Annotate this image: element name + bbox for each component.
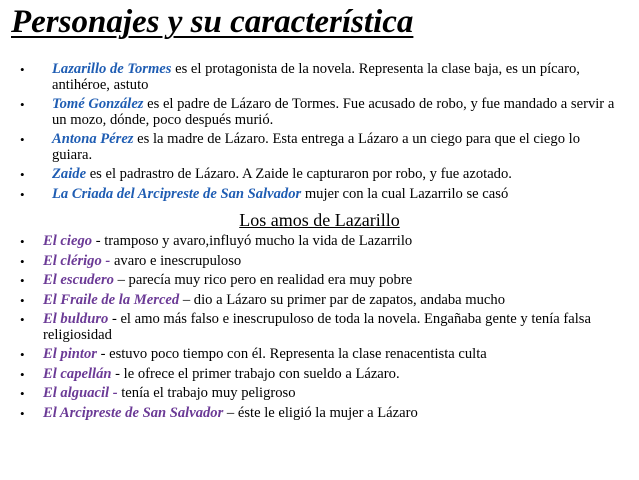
bullet-icon: • (20, 405, 25, 421)
bullet-icon: • (20, 186, 25, 202)
list-item (20, 62, 620, 93)
character-description: es el padrastro de Lázaro. A Zaide le capturaron por robo, y fue azotado. (86, 166, 512, 182)
list-item (20, 254, 620, 270)
bullet-icon: • (20, 234, 25, 249)
character-name: La Criada del Arcipreste de San Salvador (52, 185, 302, 202)
bullet-icon: • (20, 167, 25, 182)
list-item (20, 132, 620, 163)
list-item (20, 293, 620, 309)
master-name: El escudero (43, 272, 114, 288)
master-name: El pintor (43, 346, 97, 362)
bullet-icon: • (20, 62, 25, 77)
list-item (20, 406, 620, 422)
character-name: Tomé González (52, 96, 144, 112)
page-title: Personajes y su característica (11, 4, 414, 40)
list-item (20, 187, 620, 203)
master-description: tenía el trabajo muy peligroso (117, 385, 296, 401)
master-description: – éste le eligió la mujer a Lázaro (223, 404, 418, 421)
list-item (20, 97, 620, 128)
master-name: El ciego (43, 233, 93, 249)
master-description: - el amo más falso e inescrupuloso de toda la novela. Engañaba gente y tenía falsa religiosidad (43, 311, 591, 343)
character-name: Lazarillo de Tormes (52, 61, 172, 77)
master-name: El alguacil - (43, 385, 118, 401)
character-name: Antona Pérez (52, 131, 134, 147)
master-name: El Fraile de la Merced (43, 291, 180, 308)
master-description: avaro e inescrupuloso (110, 252, 242, 269)
master-name: El capellán (43, 365, 112, 382)
master-name: El Arcipreste de San Salvador (43, 404, 224, 421)
list-item (20, 347, 620, 363)
master-name: El bulduro (43, 311, 109, 327)
master-description: - estuvo poco tiempo con él. Representa la clase renacentista culta (96, 346, 487, 362)
bullet-icon: • (20, 366, 25, 382)
bullet-icon: • (20, 386, 25, 401)
bullet-icon: • (20, 312, 25, 327)
characters-list (20, 62, 620, 206)
bullet-icon: • (20, 347, 25, 362)
master-description: - tramposo y avaro,influyó mucho la vida de Lazarrilo (92, 233, 413, 249)
bullet-icon: • (20, 273, 25, 288)
bullet-icon: • (20, 97, 25, 112)
character-name: Zaide (52, 166, 87, 182)
character-description: es el protagonista de la novela. Representa la clase baja, es un pícaro, antihéroe, astuto (52, 61, 580, 93)
bullet-icon: • (20, 132, 25, 147)
masters-list (20, 234, 620, 425)
master-description: – dio a Lázaro su primer par de zapatos, andaba mucho (179, 291, 505, 308)
list-item (20, 312, 620, 343)
bullet-icon: • (20, 292, 25, 308)
character-description: es la madre de Lázaro. Esta entrega a Lázaro a un ciego para que el ciego lo guiara. (52, 131, 580, 163)
master-description: - le ofrece el primer trabajo con sueldo a Lázaro. (111, 365, 400, 382)
list-item (20, 273, 620, 289)
list-item (20, 234, 620, 250)
character-description: mujer con la cual Lazarrilo se casó (301, 185, 509, 202)
master-name: El clérigo - (43, 252, 111, 269)
section-title: Los amos de Lazarillo (239, 210, 400, 230)
list-item (20, 167, 620, 183)
list-item (20, 367, 620, 383)
list-item (20, 386, 620, 402)
master-description: – parecía muy rico pero en realidad era muy pobre (113, 272, 413, 288)
bullet-icon: • (20, 253, 25, 269)
character-description: es el padre de Lázaro de Tormes. Fue acusado de robo, y fue mandado a servir a un mozo, dónde, poco después murió. (52, 96, 615, 128)
